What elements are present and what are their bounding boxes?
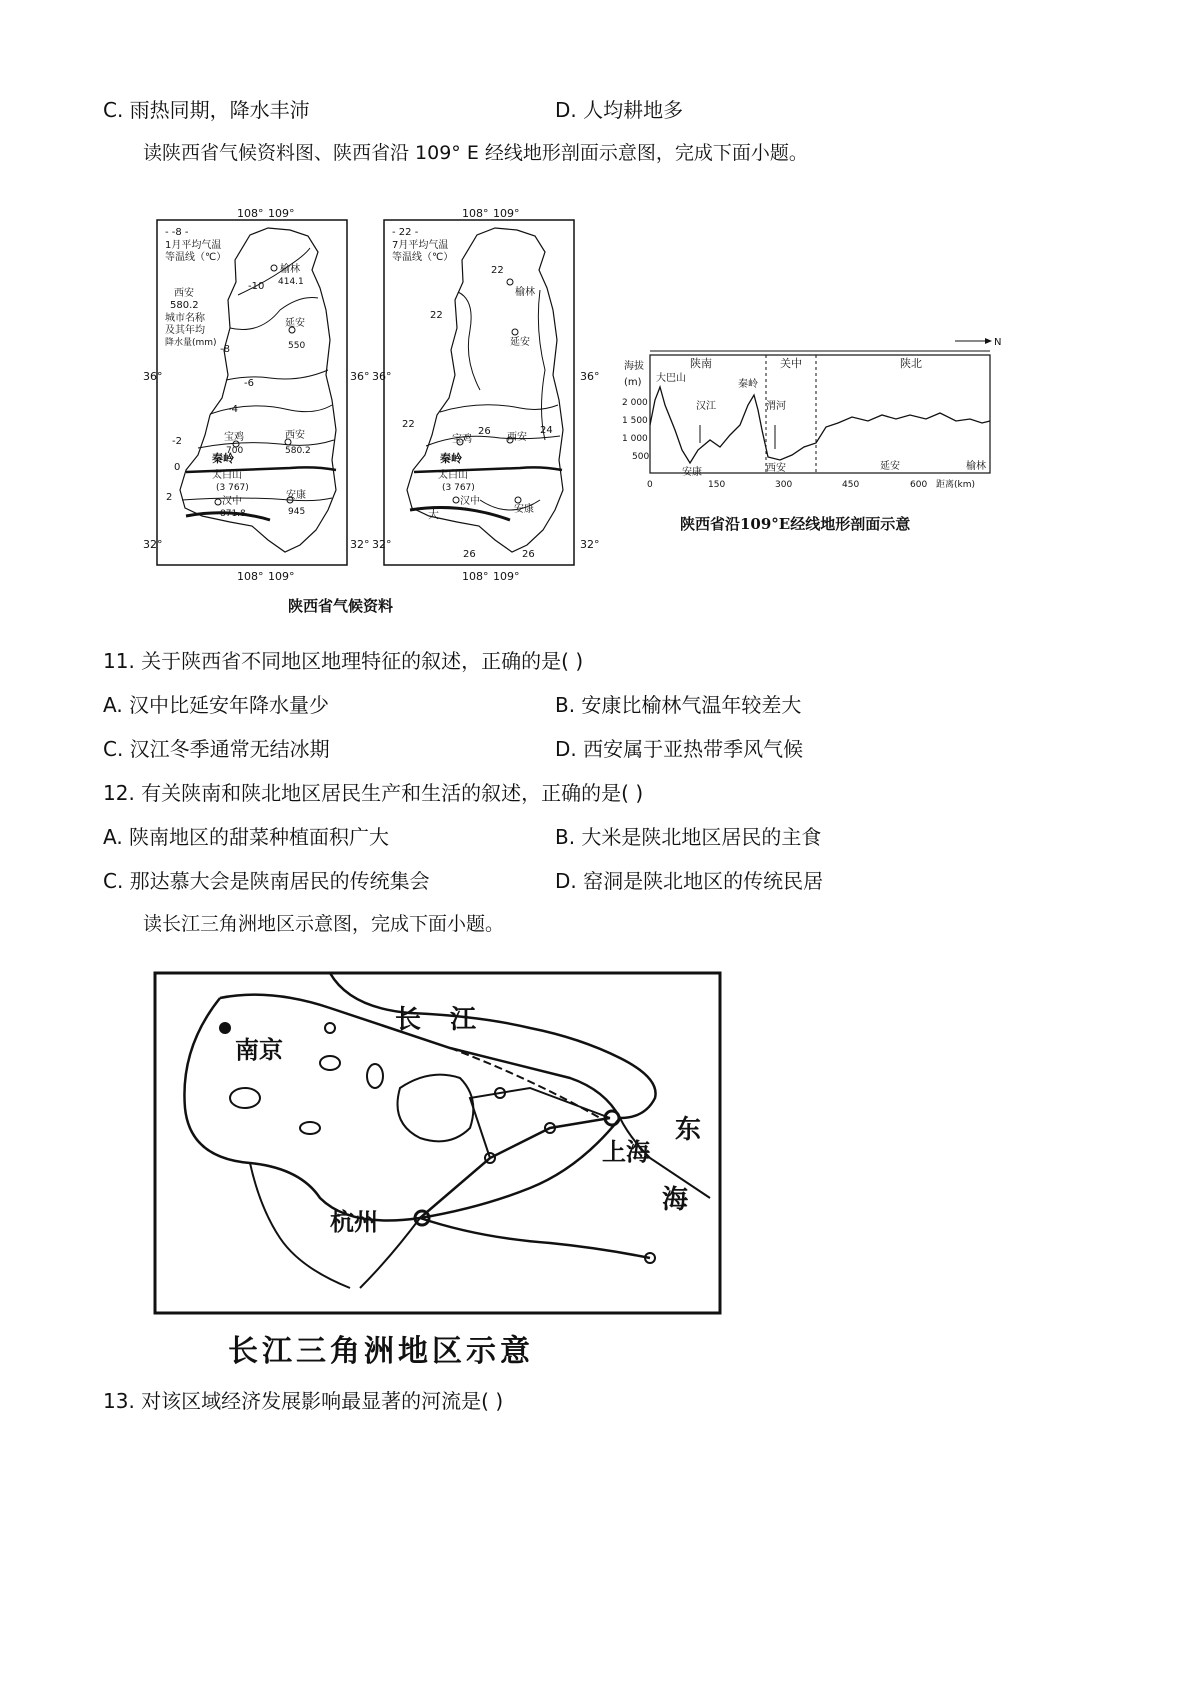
jan-city-legend-2: 580.2 [170, 300, 199, 311]
jul-legend-title-1: 7月平均气温 [392, 240, 449, 251]
jan-place-hanzhong: 汉中 [222, 496, 242, 507]
north-arrow-label: N [994, 337, 1002, 348]
profile-y-unit: (m) [624, 377, 642, 388]
q12-stem: 12. 有关陕南和陕北地区居民生产和生活的叙述，正确的是( ) [103, 781, 644, 805]
lat-36-left: 36° [143, 370, 163, 383]
jan-city-legend-5: 降水量(mm) [165, 338, 217, 348]
jan-isotherm-label: -8 [220, 344, 230, 355]
lon-108-top-right: 108° [462, 207, 489, 220]
january-map [157, 220, 347, 565]
jan-city-legend-3: 城市名称 [165, 313, 205, 324]
jan-place-ankang: 安康 [286, 490, 306, 501]
label-yanan: 延安 [880, 461, 900, 472]
q11-option-a: A. 汉中比延安年降水量少 [103, 693, 330, 717]
jan-place-taibai: 太白山 [212, 470, 242, 481]
intro-yangtze: 读长江三角洲地区示意图，完成下面小题。 [143, 913, 505, 935]
july-map [384, 220, 574, 565]
label-ankang: 安康 [682, 467, 702, 478]
label-shanghai: 上海 [602, 1138, 650, 1166]
jul-place-xian: 西安 [507, 432, 527, 443]
y-tick: 1 500 [622, 416, 648, 426]
option-d-prev: D. 人均耕地多 [555, 98, 684, 122]
lon-109-top-right: 109° [493, 207, 520, 220]
lon-109-top-left: 109° [268, 207, 295, 220]
lat-36-right: 36° [580, 370, 600, 383]
jul-legend-line: - 22 - [392, 227, 419, 238]
jan-isotherm-label: -4 [228, 404, 238, 415]
jan-isotherm-label: 0 [174, 462, 181, 473]
intro-shaanxi: 读陕西省气候资料图、陕西省沿 109° E 经线地形剖面示意图，完成下面小题。 [143, 142, 808, 164]
profile-y-label: 海拔 [624, 361, 644, 372]
jul-isotherm-label: 22 [430, 310, 443, 321]
label-chang: 长 [395, 1005, 422, 1035]
jan-isotherm-label: -2 [172, 436, 182, 447]
lon-108-bottom-left: 108° [237, 570, 264, 583]
jul-place-da: 大 [428, 508, 439, 521]
jul-isotherm-label: 26 [463, 549, 476, 560]
label-hai: 海 [662, 1185, 689, 1215]
jan-value-yanan: 550 [288, 341, 306, 351]
jan-value-ankang: 945 [288, 507, 306, 517]
lat-32-right: 32° [580, 538, 600, 551]
jul-value-taibai: (3 767) [442, 483, 475, 493]
lat-36-mid-right: 36° [372, 370, 392, 383]
jan-place-qinling: 秦岭 [212, 452, 234, 465]
jul-place-qinling: 秦岭 [440, 452, 462, 465]
jul-isotherm-label: 24 [540, 425, 553, 436]
jan-value-hanzhong: 871.8 [220, 509, 246, 519]
jan-value-yulin: 414.1 [278, 277, 304, 287]
x-tick: 300 [775, 480, 793, 490]
y-tick: 1 000 [622, 434, 648, 444]
jan-legend-title-2: 等温线（℃） [165, 252, 227, 263]
jul-place-yanan: 延安 [510, 337, 530, 348]
region-guanzhong: 关中 [780, 357, 802, 370]
lon-108-top-left: 108° [237, 207, 264, 220]
jul-isotherm-label: 22 [402, 419, 415, 430]
lat-32-mid-right: 32° [372, 538, 392, 551]
jan-isotherm-label: 2 [166, 492, 173, 503]
delta-map-caption: 长江三角洲地区示意 [228, 1334, 534, 1369]
label-dong: 东 [675, 1115, 702, 1145]
jan-value-baoji: 700 [226, 446, 244, 456]
q11-stem: 11. 关于陕西省不同地区地理特征的叙述，正确的是( ) [103, 649, 584, 673]
lat-32-mid-left: 32° [350, 538, 370, 551]
jan-isotherm-label: -10 [248, 281, 265, 292]
region-shaanbei: 陕北 [900, 357, 922, 370]
jan-city-legend-1: 西安 [174, 288, 194, 299]
jul-place-baoji: 宝鸡 [452, 434, 472, 445]
jan-value-taibai: (3 767) [216, 483, 249, 493]
y-tick: 500 [632, 452, 650, 462]
jan-place-xian: 西安 [285, 430, 305, 441]
x-tick: 600 [910, 480, 928, 490]
jul-place-hanzhong: 汉中 [460, 496, 480, 507]
jul-place-ankang: 安康 [514, 504, 534, 515]
x-tick: 150 [708, 480, 726, 490]
lon-109-bottom-right: 109° [493, 570, 520, 583]
option-c-prev: C. 雨热同期，降水丰沛 [103, 98, 310, 122]
shaanxi-climate-figure [140, 200, 610, 625]
jan-legend-title-1: 1月平均气温 [165, 240, 222, 251]
q11-option-c: C. 汉江冬季通常无结冰期 [103, 737, 330, 761]
label-jiang: 江 [450, 1005, 477, 1035]
jan-isotherm-label: -6 [244, 378, 254, 389]
label-qinling: 秦岭 [738, 379, 758, 390]
lat-36-mid-left: 36° [350, 370, 370, 383]
q12-option-d: D. 窑洞是陕北地区的传统民居 [555, 869, 824, 893]
x-axis-label: 距离(km) [936, 480, 976, 490]
jan-city-legend-4: 及其年均 [165, 325, 205, 336]
lon-109-bottom-left: 109° [268, 570, 295, 583]
label-nanjing: 南京 [235, 1036, 283, 1064]
x-tick: 0 [647, 480, 653, 490]
terrain-profile-figure [620, 335, 1070, 495]
q12-option-a: A. 陕南地区的甜菜种植面积广大 [103, 825, 390, 849]
y-tick: 2 000 [622, 398, 648, 408]
jan-value-xian: 580.2 [285, 446, 311, 456]
jan-place-baoji: 宝鸡 [224, 432, 244, 443]
q12-option-b: B. 大米是陕北地区居民的主食 [555, 825, 822, 849]
jul-legend-title-2: 等温线（℃） [392, 252, 454, 263]
profile-caption: 陕西省沿109°E经线地形剖面示意 [680, 515, 911, 533]
yangtze-delta-map [150, 968, 725, 1328]
label-weihe: 渭河 [766, 401, 786, 412]
jul-isotherm-label: 26 [522, 549, 535, 560]
label-hanjiang: 汉江 [696, 401, 716, 412]
label-xian: 西安 [766, 463, 786, 474]
jan-legend-line: - -8 - [165, 227, 189, 238]
lon-108-bottom-right: 108° [462, 570, 489, 583]
lat-32-left: 32° [143, 538, 163, 551]
q11-option-b: B. 安康比榆林气温年较差大 [555, 693, 802, 717]
jul-isotherm-label: 22 [491, 265, 504, 276]
q13-stem: 13. 对该区域经济发展影响最显著的河流是( ) [103, 1389, 504, 1413]
q12-option-c: C. 那达慕大会是陕南居民的传统集会 [103, 869, 430, 893]
label-dabashan: 大巴山 [656, 373, 686, 384]
jul-place-taibai: 太白山 [438, 470, 468, 481]
region-shaannan: 陕南 [690, 357, 712, 370]
jan-place-yanan: 延安 [285, 318, 305, 329]
label-yulin: 榆林 [966, 461, 986, 472]
jul-place-yulin: 榆林 [515, 287, 535, 298]
q11-option-d: D. 西安属于亚热带季风气候 [555, 737, 804, 761]
label-hangzhou: 杭州 [330, 1208, 378, 1236]
jul-isotherm-label: 26 [478, 426, 491, 437]
x-tick: 450 [842, 480, 860, 490]
climate-figure-caption: 陕西省气候资料 [288, 597, 394, 615]
jan-place-yulin: 榆林 [280, 264, 300, 275]
